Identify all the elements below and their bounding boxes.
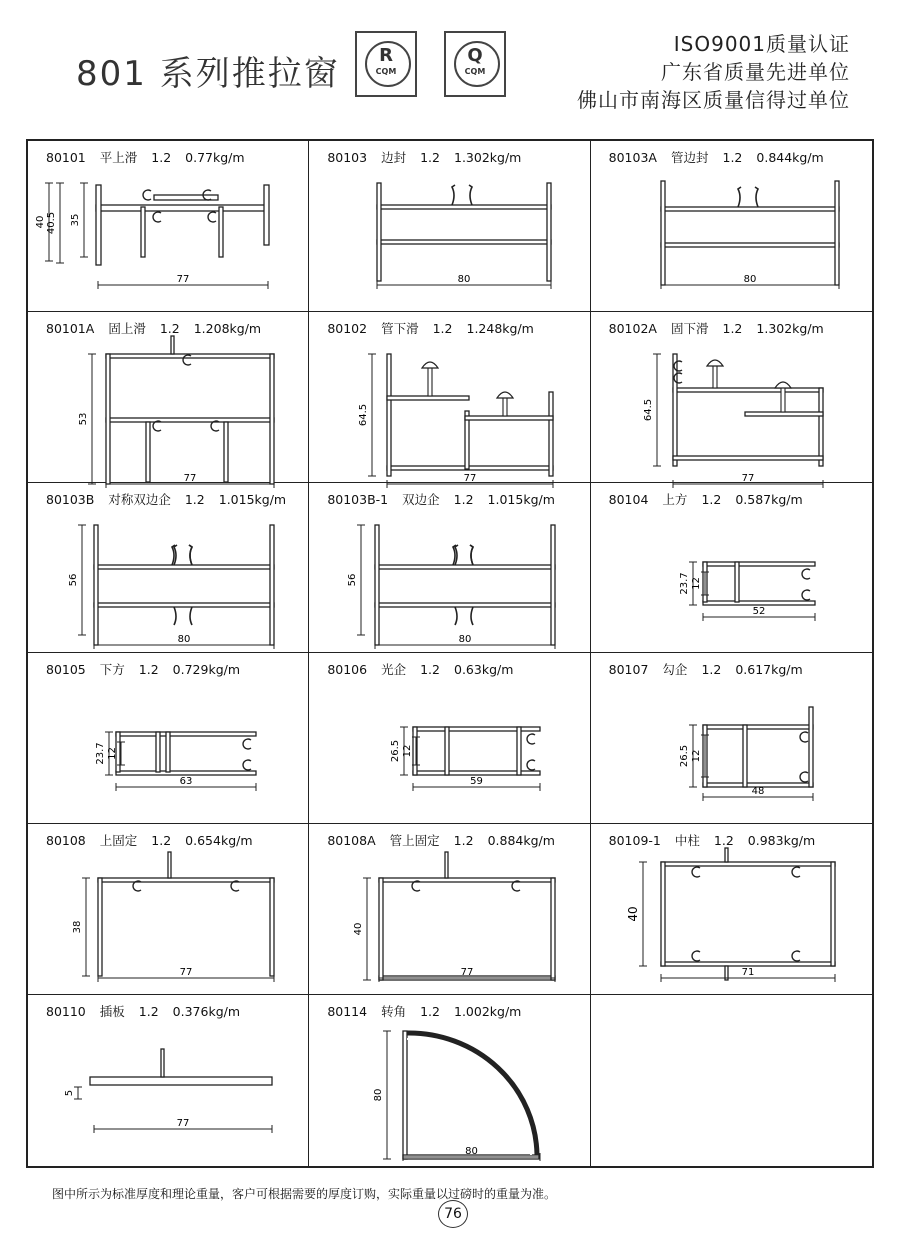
profile-wall <box>375 603 555 607</box>
dimension-label: 80 <box>177 633 191 645</box>
profile-clip <box>692 951 700 961</box>
profile-name: 固上滑 <box>108 320 146 336</box>
profile-spec-label <box>327 1002 521 1020</box>
profile-weight: 0.376kg/m <box>172 1004 241 1020</box>
dimension-label: 80 <box>457 274 471 285</box>
profile-code: 80102A <box>608 320 657 336</box>
profile-thickness: 1.2 <box>701 662 722 678</box>
profile-clip <box>792 951 800 961</box>
dimension-label: 48 <box>751 786 765 798</box>
profile-wall <box>379 878 555 882</box>
profile-wall <box>116 732 256 736</box>
profile-drawing <box>309 1019 591 1164</box>
profile-wall <box>835 181 839 285</box>
profile-code: 80103B <box>46 491 95 507</box>
profile-thickness: 1.2 <box>432 320 453 336</box>
profile-drawing <box>28 336 310 484</box>
dimension-label: 77 <box>183 472 197 484</box>
profile-thickness: 1.2 <box>159 320 180 336</box>
dimension-label: 77 <box>460 967 474 979</box>
profile-weight: 1.002kg/m <box>454 1004 522 1020</box>
dimension-label: 80 <box>458 633 472 645</box>
profile-spec-label <box>609 319 824 337</box>
profile-wall <box>445 852 448 878</box>
dimension-label: 38 <box>72 920 83 934</box>
profile-wall <box>551 878 555 980</box>
profile-wall <box>106 354 110 484</box>
profile-wall <box>379 878 383 980</box>
profile-weight: 0.77kg/m <box>185 150 245 165</box>
profile-name: 勾企 <box>662 662 688 678</box>
certification-line: 佛山市南海区质量信得过单位 <box>577 88 850 112</box>
profile-clip <box>208 212 216 222</box>
empty-cell <box>591 995 872 1166</box>
profile-wall <box>219 207 223 257</box>
dimension-label: 77 <box>176 1118 190 1130</box>
profile-hook <box>470 545 473 565</box>
profile-name: 双边企 <box>402 491 440 507</box>
profile-wall <box>819 388 823 466</box>
profile-wall <box>224 422 228 482</box>
dimension-label: 5 <box>64 1089 75 1097</box>
profile-thickness: 1.2 <box>420 1004 440 1020</box>
profile-wall <box>270 354 274 484</box>
profile-code: 80103B-1 <box>327 491 389 507</box>
logo-letter: R <box>379 45 393 66</box>
dimension-label: 77 <box>176 274 190 285</box>
profile-weight: 0.63kg/m <box>454 662 514 678</box>
profile-wall <box>551 525 555 645</box>
profile-wall <box>377 205 551 209</box>
dimension-label: 26.5 <box>678 745 690 768</box>
profile-wall <box>661 862 665 966</box>
profile-spec-label <box>327 831 555 849</box>
profile-spec-label <box>46 148 245 166</box>
profile-wall <box>661 207 839 211</box>
profile-clip <box>527 734 535 744</box>
profile-code: 80108A <box>327 833 376 849</box>
dimension-label: 40.5 <box>45 211 57 235</box>
profile-wall <box>445 727 449 775</box>
dimension-label: 12 <box>107 747 118 761</box>
profile-spec-label <box>327 490 555 508</box>
profile-cap <box>497 392 513 398</box>
profile-name: 边封 <box>381 150 407 165</box>
dimension-label: 59 <box>470 776 484 788</box>
profile-code: 80114 <box>327 1004 368 1020</box>
profile-drawing <box>591 336 873 484</box>
profile-spec-label <box>46 831 253 849</box>
profile-weight: 0.729kg/m <box>172 662 241 678</box>
profile-wall <box>377 183 381 281</box>
profile-cell-80110 <box>28 995 309 1166</box>
logo-caption: CQM <box>464 67 486 76</box>
profile-wall <box>673 388 823 392</box>
profile-spec-label <box>327 319 534 337</box>
profile-weight: 0.983kg/m <box>747 833 816 849</box>
profile-weight: 0.844kg/m <box>756 150 824 165</box>
dimension-label: 56 <box>347 573 359 587</box>
profile-drawing <box>28 677 310 822</box>
dimension-label: 52 <box>752 605 766 617</box>
profile-drawing <box>28 507 310 652</box>
dimension-label: 71 <box>741 967 755 979</box>
profile-name: 管下滑 <box>381 320 419 336</box>
profile-clip <box>800 732 808 742</box>
profile-hook <box>452 185 455 205</box>
profile-thickness: 1.2 <box>420 150 440 165</box>
profile-wall <box>735 562 739 602</box>
profile-wall <box>116 771 256 775</box>
profile-wall <box>661 962 835 966</box>
dimension-label: 77 <box>463 472 477 484</box>
profile-drawing <box>591 677 873 822</box>
profile-hook <box>469 185 472 205</box>
profile-drawing <box>309 507 591 652</box>
profile-cell-80102A <box>591 312 872 483</box>
profile-name: 中柱 <box>674 833 700 849</box>
profile-cell-80109-1 <box>591 824 872 995</box>
profile-wall <box>517 727 521 775</box>
profile-wall <box>154 195 218 200</box>
dimension-label: 80 <box>743 274 757 285</box>
profile-wall <box>166 732 170 772</box>
profile-weight: 0.654kg/m <box>185 833 253 849</box>
profile-wall <box>375 525 379 645</box>
cqm-q-logo <box>444 31 506 97</box>
profile-cell-80101 <box>28 141 309 312</box>
profile-cell-80103B-1 <box>309 483 590 654</box>
profile-name: 插板 <box>99 1004 125 1020</box>
cqm-r-logo <box>355 31 417 97</box>
profile-spec-label <box>46 1002 240 1020</box>
profile-name: 上固定 <box>99 833 138 849</box>
profile-spec-label <box>609 148 824 166</box>
profile-stem <box>503 396 507 416</box>
profile-drawing <box>28 165 310 310</box>
profile-wall <box>743 725 747 787</box>
profile-code: 80105 <box>46 662 86 678</box>
profile-clip <box>792 867 800 877</box>
dimension-label: 64.5 <box>642 398 654 421</box>
dimension-label: 56 <box>68 573 79 587</box>
profile-wall <box>375 565 555 569</box>
profile-hook <box>738 187 741 207</box>
profile-thickness: 1.2 <box>151 150 172 165</box>
profile-code: 80103 <box>327 150 368 165</box>
profile-wall <box>465 416 553 420</box>
profile-wall <box>725 848 728 862</box>
profile-thickness: 1.2 <box>138 662 159 678</box>
profile-wall <box>156 732 160 772</box>
profile-wall <box>168 852 171 878</box>
profile-name: 管上固定 <box>389 833 440 849</box>
dimension-label: 80 <box>373 1088 385 1102</box>
profile-wall <box>387 466 553 470</box>
profile-drawing <box>309 336 591 484</box>
profile-clip <box>692 867 700 877</box>
profile-drawing <box>28 1019 310 1164</box>
dimension-label: 40 <box>35 215 47 229</box>
profile-spec-label <box>46 319 261 337</box>
profile-name: 管边封 <box>670 150 709 165</box>
profile-wall <box>171 336 174 354</box>
profile-wall <box>661 862 835 866</box>
profile-thickness: 1.2 <box>722 150 743 165</box>
profile-name: 转角 <box>381 1004 407 1020</box>
profile-wall <box>549 392 553 476</box>
profile-name: 固下滑 <box>670 320 709 336</box>
corner-arc <box>407 1033 537 1158</box>
profile-wall <box>94 565 274 569</box>
profile-code: 80101 <box>46 150 86 165</box>
profile-weight: 1.302kg/m <box>756 320 824 336</box>
profile-hook <box>174 607 192 625</box>
profile-thickness: 1.2 <box>184 491 205 507</box>
profile-wall <box>94 603 274 607</box>
profile-code: 80103A <box>608 150 657 165</box>
profile-wall <box>106 418 274 422</box>
profile-wall <box>146 422 150 482</box>
profile-clip <box>153 212 161 222</box>
profile-wall <box>809 707 813 787</box>
profile-clip <box>800 772 808 782</box>
profile-clip <box>243 760 251 770</box>
logo-letter: Q <box>467 45 483 66</box>
profile-wall <box>270 878 274 976</box>
dimension-label: 63 <box>179 776 193 788</box>
profile-wall <box>98 878 274 882</box>
profile-wall <box>270 525 274 645</box>
profile-wall <box>96 205 268 211</box>
profile-cap <box>422 362 438 368</box>
profile-wall <box>94 525 98 645</box>
profile-thickness: 1.2 <box>453 491 474 507</box>
profile-cell-80105 <box>28 653 309 824</box>
profile-wall <box>403 1031 407 1159</box>
profile-wall <box>547 183 551 281</box>
profile-cell-80107 <box>591 653 872 824</box>
profile-thickness: 1.2 <box>138 1004 159 1020</box>
profile-spec-label <box>609 490 803 508</box>
profile-hook <box>755 187 758 207</box>
profile-stem <box>781 386 785 412</box>
profile-code: 80106 <box>327 662 368 678</box>
dimension-label: 77 <box>179 967 193 979</box>
profile-clip <box>527 760 535 770</box>
profile-stem <box>428 366 432 396</box>
dimension-label: 12 <box>402 745 414 758</box>
dimension-label: 40 <box>353 922 365 936</box>
profile-thickness: 1.2 <box>453 833 474 849</box>
dimension-label: 23.7 <box>95 742 106 766</box>
page-number: 76 <box>438 1200 468 1228</box>
profile-weight: 1.208kg/m <box>193 320 262 336</box>
dimension-label: 35 <box>70 213 81 227</box>
profile-clip <box>802 569 810 579</box>
profile-cell-80103B <box>28 483 309 654</box>
profile-cell-80108 <box>28 824 309 995</box>
profile-spec-label <box>46 660 240 678</box>
profile-spec-label <box>46 490 286 508</box>
profile-weight: 1.302kg/m <box>454 150 522 165</box>
profile-wall <box>661 243 839 247</box>
profile-code: 80102 <box>327 320 368 336</box>
profile-cell-80101A <box>28 312 309 483</box>
dimension-label: 77 <box>741 472 755 484</box>
profile-wall <box>161 1049 164 1077</box>
profile-wall <box>98 878 102 976</box>
profile-cell-80114 <box>309 995 590 1166</box>
profile-wall <box>141 207 145 257</box>
profile-wall <box>661 181 665 285</box>
profile-wall <box>703 725 813 729</box>
profile-drawing <box>28 848 310 993</box>
profile-thickness: 1.2 <box>151 833 172 849</box>
profile-wall <box>264 185 269 245</box>
page-title: 801 系列推拉窗 <box>76 54 340 94</box>
profile-wall <box>387 396 469 400</box>
profile-thickness: 1.2 <box>713 833 734 849</box>
profile-clip <box>243 739 251 749</box>
logo-caption: CQM <box>375 67 397 76</box>
profile-code: 80109-1 <box>608 833 661 849</box>
profile-weight: 0.617kg/m <box>735 662 803 678</box>
dimension-label: 40 <box>625 906 640 922</box>
profile-catalog-grid <box>26 139 874 1168</box>
profile-clip <box>143 190 151 200</box>
dimension-label: 80 <box>465 1146 479 1158</box>
profile-drawing <box>309 677 591 822</box>
dimension-label: 53 <box>78 412 89 426</box>
profile-cap <box>707 360 723 366</box>
profile-cell-80102 <box>309 312 590 483</box>
profile-code: 80104 <box>608 491 649 507</box>
profile-cap <box>775 382 791 388</box>
profile-wall <box>673 456 823 460</box>
profile-weight: 1.015kg/m <box>487 491 555 507</box>
profile-code: 80101A <box>46 320 95 336</box>
profile-wall <box>831 862 835 966</box>
profile-thickness: 1.2 <box>420 662 440 678</box>
profile-wall <box>377 240 551 244</box>
profile-hook <box>455 607 473 625</box>
profile-spec-label <box>327 148 521 166</box>
profile-name: 平上滑 <box>99 150 138 165</box>
profile-name: 光企 <box>381 662 407 678</box>
profile-code: 80110 <box>46 1004 86 1020</box>
corner-arc-inner <box>407 1039 531 1158</box>
profile-cell-80106 <box>309 653 590 824</box>
profile-stem <box>713 364 717 388</box>
footer-note: 图中所示为标准厚度和理论重量，客户可根据需要的厚度订购，实际重量以过磅时的重量为准。 <box>52 1187 557 1201</box>
profile-weight: 1.015kg/m <box>218 491 287 507</box>
profile-weight: 1.248kg/m <box>466 320 534 336</box>
profile-wall <box>96 185 101 265</box>
profile-wall <box>703 601 815 605</box>
profile-thickness: 1.2 <box>701 491 722 507</box>
profile-drawing <box>309 848 591 993</box>
profile-name: 对称双边企 <box>108 491 171 507</box>
profile-spec-label <box>609 831 816 849</box>
profile-weight: 0.587kg/m <box>735 491 803 507</box>
profile-drawing <box>591 507 873 652</box>
profile-clip <box>802 590 810 600</box>
profile-wall <box>703 562 815 566</box>
profile-drawing <box>591 848 873 993</box>
profile-code: 80107 <box>608 662 649 678</box>
profile-spec-label <box>327 660 513 678</box>
profile-cell-80108A <box>309 824 590 995</box>
profile-wall <box>90 1077 272 1085</box>
profile-weight: 0.884kg/m <box>487 833 555 849</box>
profile-wall <box>745 412 823 416</box>
profile-hook <box>189 545 192 565</box>
certification-line: 广东省质量先进单位 <box>661 60 850 84</box>
profile-wall <box>387 354 391 476</box>
profile-name: 上方 <box>662 491 688 507</box>
dimension-label: 12 <box>690 750 702 763</box>
profile-spec-label <box>609 660 803 678</box>
dimension-label: 12 <box>690 576 702 590</box>
profile-name: 下方 <box>99 662 125 678</box>
profile-thickness: 1.2 <box>722 320 743 336</box>
dimension-label: 23.7 <box>678 572 690 595</box>
dimension-label: 64.5 <box>358 403 370 426</box>
profile-code: 80108 <box>46 833 86 849</box>
dimension-label: 26.5 <box>390 740 402 763</box>
certification-line: ISO9001质量认证 <box>673 32 850 56</box>
profile-cell-80104 <box>591 483 872 654</box>
